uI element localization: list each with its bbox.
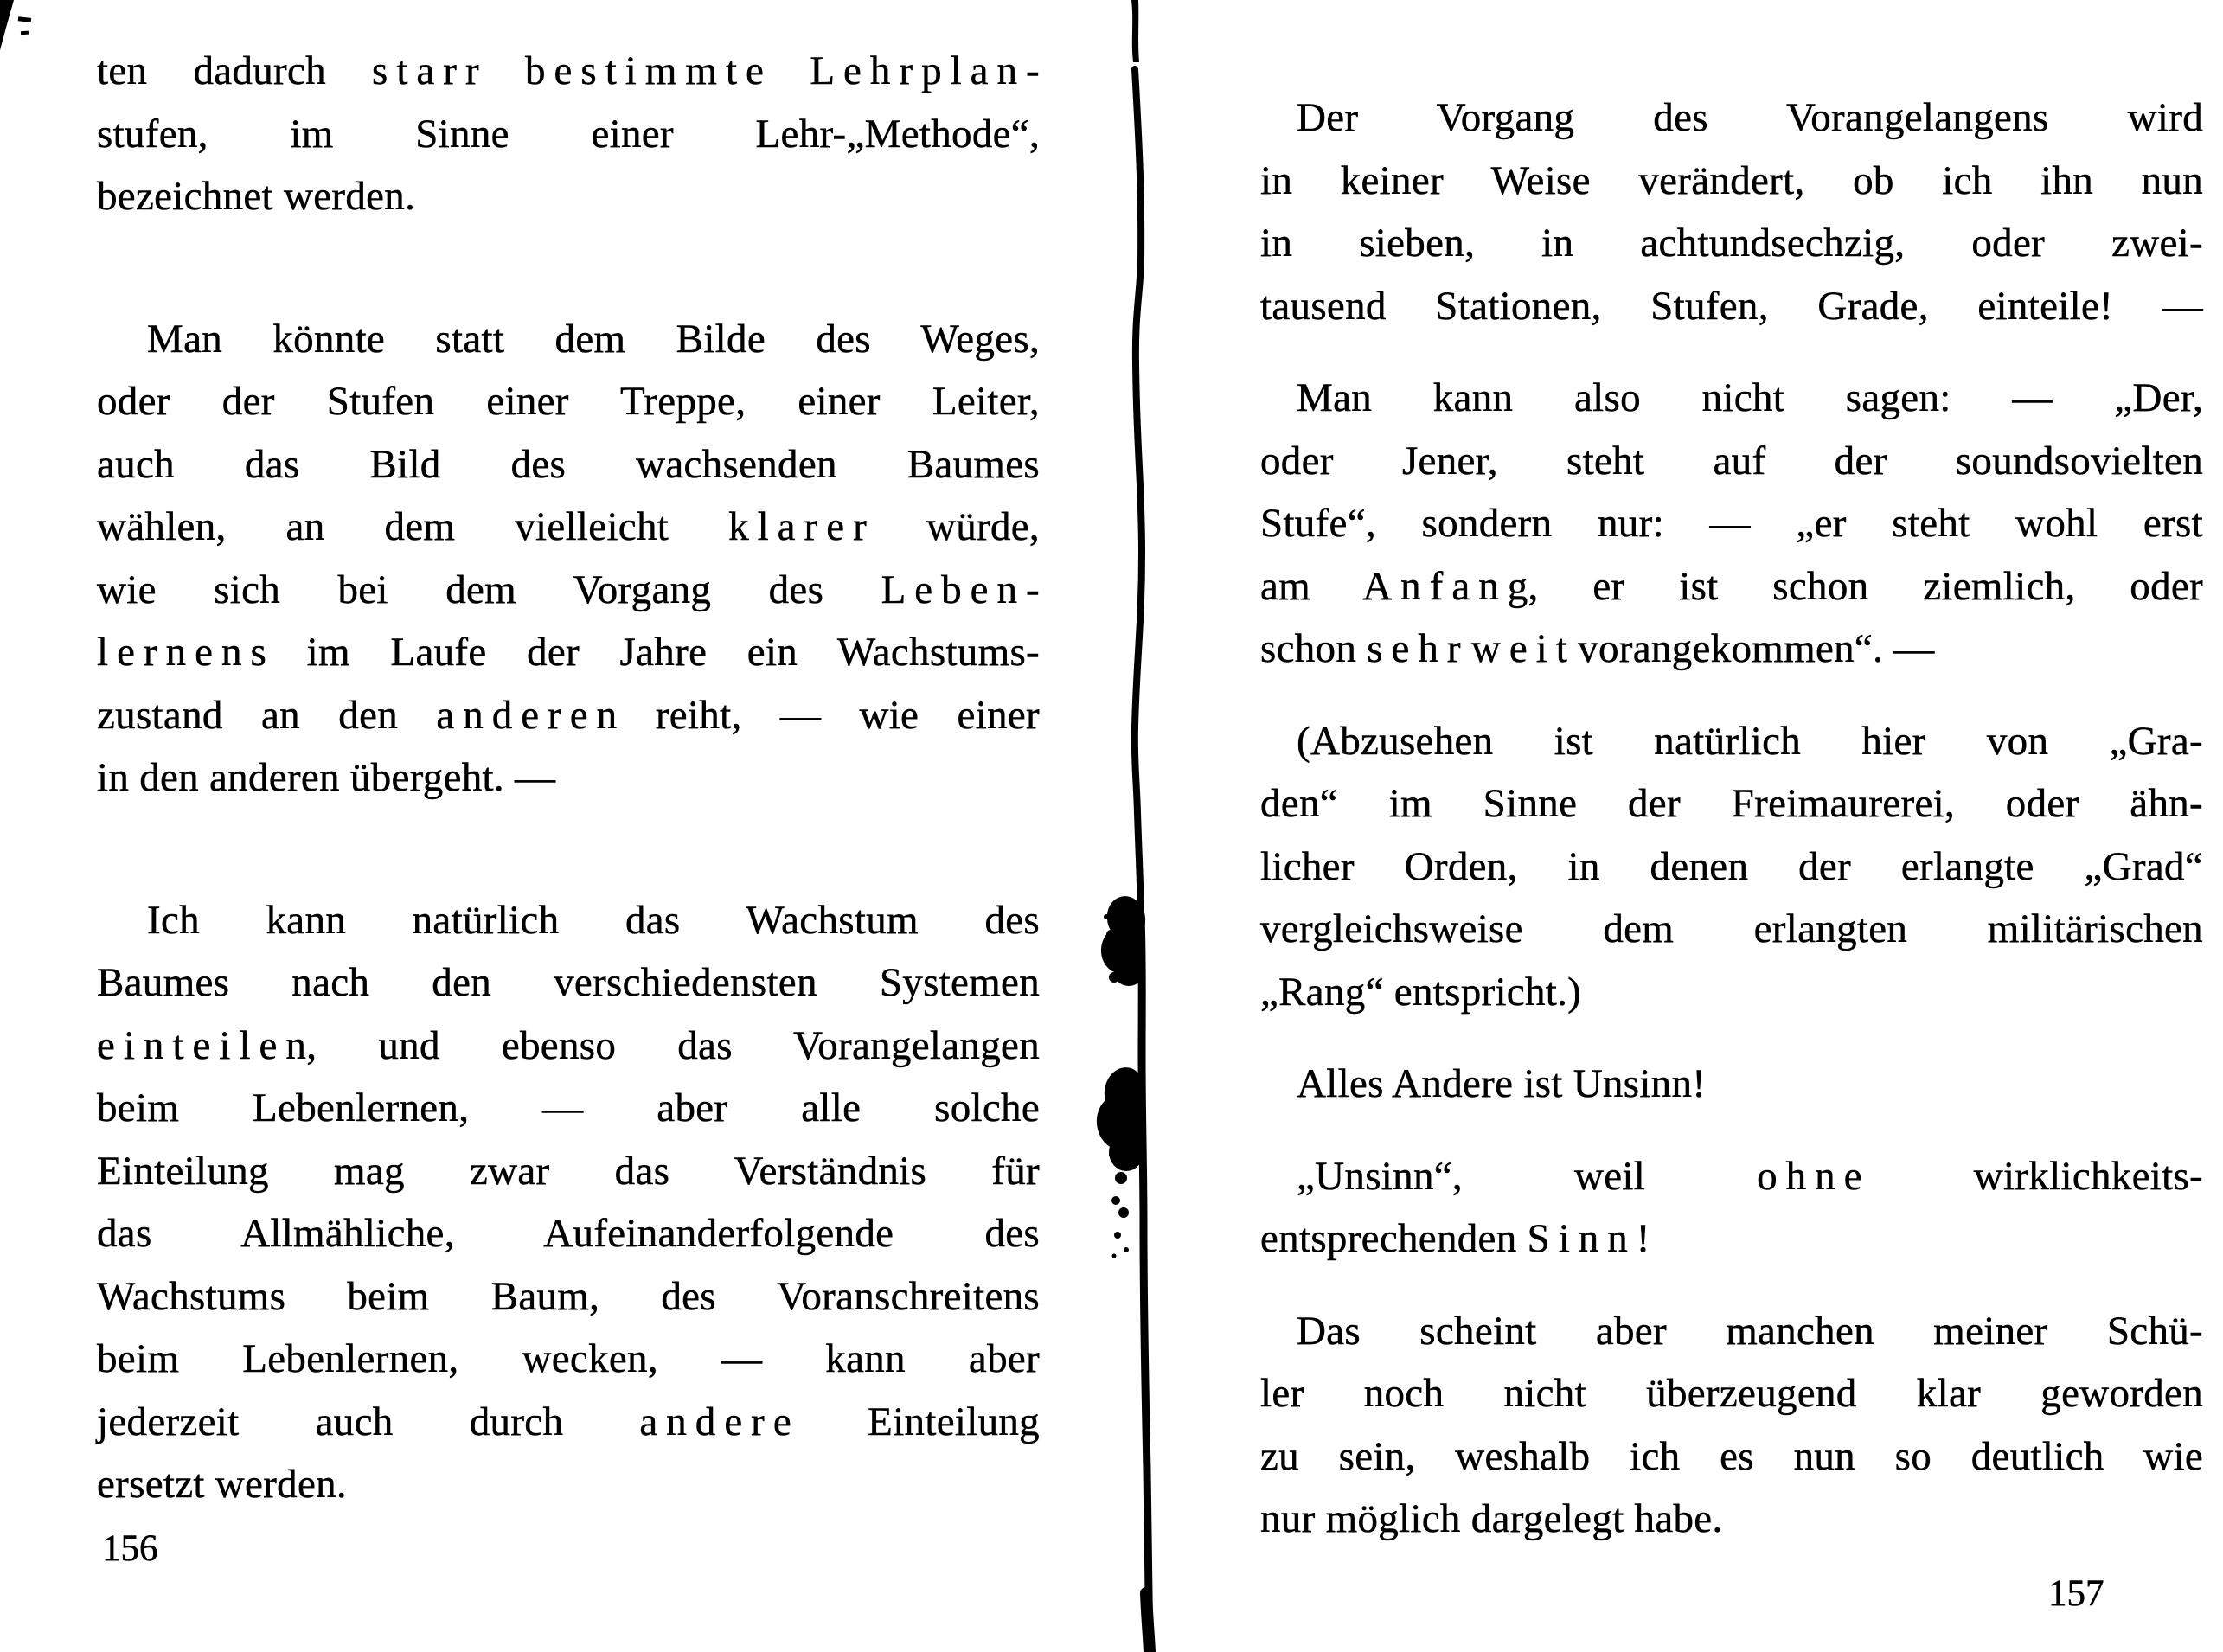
text-line: den“ im Sinne der Freimaurerei, oder ähn- [1260, 781, 2203, 826]
text-line: stufen, im Sinne einer Lehr-„Methode“, [97, 111, 1040, 157]
text-line: „Rang“ entspricht.) [1260, 969, 1582, 1015]
text-line: tausend Stationen, Stufen, Grade, einteile! — [1260, 283, 2203, 329]
text-line: bezeichnet werden. [97, 174, 416, 219]
paragraph [1260, 1300, 2203, 1551]
paragraph [97, 889, 1040, 1516]
paragraph [1260, 86, 2203, 337]
paragraph [1260, 367, 2203, 681]
text-line: Alles Andere ist Unsinn! [1297, 1061, 1707, 1106]
text-line: am A n f a n g, er ist schon ziemlich, oder [1260, 563, 2203, 609]
text-line: Man könnte statt dem Bilde des Weges, [147, 316, 1040, 362]
text-line: ler noch nicht überzeugend klar geworden [1260, 1371, 2203, 1416]
gutter-ink-artifact [1083, 0, 1195, 1652]
text-line: l e r n e n s im Laufe der Jahre ein Wachstums- [97, 630, 1040, 675]
text-line: (Abzusehen ist natürlich hier von „Gra- [1297, 718, 2203, 764]
text-line: entsprechenden S i n n ! [1260, 1216, 1650, 1261]
text-line: beim Lebenlernen, — aber alle solche [97, 1085, 1040, 1130]
text-line: Das scheint aber manchen meiner Schü- [1297, 1308, 2203, 1354]
text-line: Der Vorgang des Vorangelangens wird [1297, 95, 2203, 140]
text-line: Einteilung mag zwar das Verständnis für [97, 1148, 1040, 1194]
text-line: nur möglich dargelegt habe. [1260, 1496, 1723, 1541]
text-line: beim Lebenlernen, wecken, — kann aber [97, 1336, 1040, 1381]
text-line: jederzeit auch durch a n d e r e Einteilung [97, 1399, 1040, 1444]
paragraph [1260, 710, 2203, 1024]
text-line: vergleichsweise dem erlangten militärischen [1260, 906, 2203, 951]
text-line: zustand an den a n d e r e n reiht, — wie einer [97, 692, 1040, 738]
paragraph [1260, 1145, 2203, 1271]
text-line: oder Jener, steht auf der soundsovielten [1260, 438, 2203, 483]
paragraph [1260, 1053, 2203, 1116]
right-text-column [1260, 86, 2203, 1551]
paragraph [97, 40, 1040, 228]
text-line: „Unsinn“, weil o h n e wirklichkeits- [1297, 1153, 2203, 1199]
text-line: Ich kann natürlich das Wachstum des [147, 897, 1040, 943]
text-line: das Allmähliche, Aufeinanderfolgende des [97, 1211, 1040, 1256]
text-line: in sieben, in achtundsechzig, oder zwei- [1260, 221, 2203, 266]
left-text-column [97, 40, 1040, 1516]
text-line: Wachstums beim Baum, des Voranschreitens [97, 1273, 1040, 1319]
paragraph [97, 308, 1040, 810]
text-line: schon s e h r w e i t vorangekommen“. — [1260, 626, 1935, 671]
page-number-left: 156 [102, 1528, 158, 1569]
text-line: ten dadurch s t a r r b e s t i m m t e L e h r p l a n - [97, 48, 1040, 93]
text-line: auch das Bild des wachsenden Baumes [97, 441, 1040, 487]
text-line: in keiner Weise verändert, ob ich ihn nun [1260, 157, 2203, 203]
text-line: Baumes nach den verschiedensten Systemen [97, 960, 1040, 1005]
text-line: Stufe“, sondern nur: — „er steht wohl erst [1260, 501, 2203, 546]
text-line: oder der Stufen einer Treppe, einer Leiter, [97, 379, 1040, 424]
text-line: wählen, an dem vielleicht k l a r e r würde, [97, 504, 1040, 549]
text-line: ersetzt werden. [97, 1462, 347, 1507]
page-number-right: 157 [2048, 1573, 2104, 1614]
text-line: wie sich bei dem Vorgang des L e b e n - [97, 567, 1040, 612]
text-line: Man kann also nicht sagen: — „Der, [1297, 375, 2203, 420]
text-line: e i n t e i l e n, und ebenso das Vorangelangen [97, 1022, 1040, 1068]
text-line: zu sein, weshalb ich es nun so deutlich wie [1260, 1433, 2203, 1479]
text-line: licher Orden, in denen der erlangte „Grad“ [1260, 843, 2203, 889]
scan-corner-artifact [0, 0, 52, 61]
text-line: in den anderen übergeht. — [97, 755, 556, 800]
